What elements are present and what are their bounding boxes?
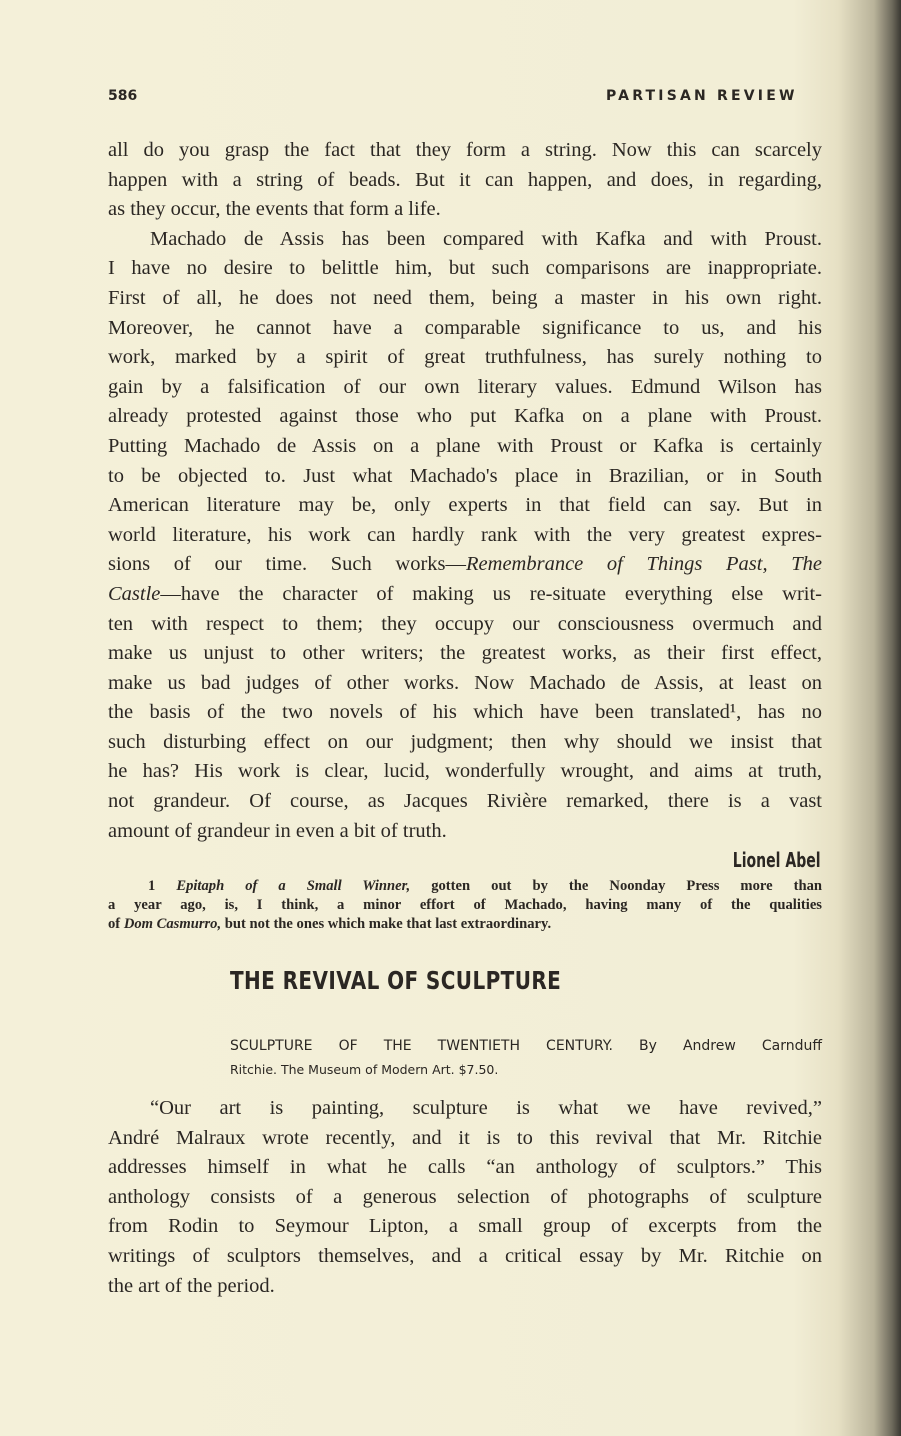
text-span: but not the ones which make that last extraordinary. <box>221 916 552 932</box>
text-line <box>108 284 822 314</box>
text-line <box>108 669 822 699</box>
text-span: all do you grasp the fact that they form a string. Now this can scarcely <box>108 139 822 161</box>
text-span: not grandeur. Of course, as Jacques Rivière remarked, there is a vast <box>108 790 822 813</box>
text-span: such disturbing effect on our judgment; then why should we insist that <box>108 730 822 753</box>
text-span: the art of the period. <box>108 1274 275 1297</box>
text-span: make us bad judges of other works. Now Machado de Assis, at least on <box>108 671 822 694</box>
text-span: he has? His work is clear, lucid, wonderfully wrought, and aims at truth, <box>108 760 822 783</box>
text-line <box>108 698 822 728</box>
text-span: First of all, he does not need them, being a master in his own right. <box>108 286 822 309</box>
text-span: writings of sculptors themselves, and a critical essay by Mr. Ritchie on <box>108 1244 822 1267</box>
italic-text: Castle <box>108 582 161 605</box>
book-citation <box>230 1034 822 1082</box>
text-line <box>108 728 822 758</box>
italic-text: Remembrance of Things Past, The <box>466 553 822 576</box>
text-line <box>108 1153 822 1183</box>
text-span: Moreover, he cannot have a comparable significance to us, and his <box>108 316 822 339</box>
text-span: “Our art is painting, sculpture is what we have revived,” <box>150 1097 822 1119</box>
text-line <box>108 580 822 610</box>
review-body <box>108 1094 822 1301</box>
text-span: anthology consists of a generous selection of photographs of sculpture <box>108 1185 822 1208</box>
text-span: make us unjust to other writers; the greatest works, as their first effect, <box>108 642 822 665</box>
text-span: amount of grandeur in even a bit of truth. <box>108 819 447 842</box>
text-line <box>108 1094 822 1124</box>
footnote <box>108 877 822 934</box>
text-line <box>230 1058 822 1082</box>
author-signature: Lionel Abel <box>733 848 821 872</box>
text-line <box>108 225 822 255</box>
italic-text: Dom Casmurro, <box>123 916 222 932</box>
text-line <box>108 402 822 432</box>
text-span: gotten out by the Noonday Press more than <box>410 878 822 894</box>
text-line <box>108 877 822 896</box>
text-span: to be objected to. Just what Machado's place in Brazilian, or in South <box>108 464 822 487</box>
text-line <box>108 1124 822 1154</box>
text-line <box>108 1242 822 1272</box>
text-line <box>108 757 822 787</box>
text-span: the basis of the two novels of his which have been translated¹, has no <box>108 701 822 724</box>
text-span: of <box>108 916 124 932</box>
text-line <box>108 610 822 640</box>
text-line <box>108 896 822 915</box>
article-body <box>108 136 822 846</box>
text-span: SCULPTURE OF THE TWENTIETH CENTURY. By Andrew Carnduff <box>230 1038 822 1054</box>
text-span: André Malraux wrote recently, and it is to this revival that Mr. Ritchie <box>108 1126 822 1149</box>
text-line <box>108 787 822 817</box>
text-line <box>230 1034 822 1058</box>
text-line <box>108 254 822 284</box>
running-title: PARTISAN REVIEW <box>606 88 798 104</box>
text-span: I have no desire to belittle him, but such comparisons are inappropriate. <box>108 257 822 280</box>
text-span: gain by a falsification of our own literary values. Edmund Wilson has <box>108 375 822 398</box>
text-line <box>108 166 822 196</box>
text-line <box>108 521 822 551</box>
text-span: addresses himself in what he calls “an anthology of sculptors.” This <box>108 1156 822 1179</box>
text-line <box>108 491 822 521</box>
text-span: a year ago, is, I think, a minor effort of Machado, having many of the qualities <box>108 897 822 913</box>
text-line <box>108 195 822 225</box>
text-line <box>108 314 822 344</box>
text-span: American literature may be, only experts in that field can say. But in <box>108 494 822 517</box>
text-span: sions of our time. Such works— <box>108 553 467 576</box>
text-span: Machado de Assis has been compared with Kafka and with Proust. <box>150 227 822 250</box>
italic-text: Epitaph of a Small Winner, <box>176 878 411 894</box>
text-line <box>108 1183 822 1213</box>
text-span: world literature, his work can hardly rank with the very greatest expres- <box>108 523 822 546</box>
text-span: as they occur, the events that form a life. <box>108 198 441 221</box>
text-span: —have the character of making us re-situate everything else writ- <box>160 582 822 605</box>
text-line <box>108 817 822 847</box>
text-line <box>108 1272 822 1302</box>
text-line <box>108 550 822 580</box>
text-line <box>108 915 822 934</box>
text-line <box>108 136 822 166</box>
text-span: Ritchie. The Museum of Modern Art. $7.50. <box>230 1062 499 1077</box>
text-line <box>108 432 822 462</box>
text-line <box>108 373 822 403</box>
text-span: work, marked by a spirit of great truthfulness, has surely nothing to <box>108 346 822 369</box>
text-span: from Rodin to Seymour Lipton, a small group of excerpts from the <box>108 1215 822 1238</box>
text-span: already protested against those who put Kafka on a plane with Proust. <box>108 405 822 428</box>
text-line <box>108 639 822 669</box>
text-span: happen with a string of beads. But it can happen, and does, in regarding, <box>108 168 822 191</box>
text-span: ten with respect to them; they occupy our consciousness overmuch and <box>108 612 822 635</box>
text-span: Putting Machado de Assis on a plane with Proust or Kafka is certainly <box>108 434 822 457</box>
text-span: 1 <box>148 878 177 894</box>
text-line <box>108 462 822 492</box>
section-heading: THE REVIVAL OF SCULPTURE <box>230 966 562 995</box>
text-line <box>108 343 822 373</box>
page-number: 586 <box>108 88 138 104</box>
text-line <box>108 1212 822 1242</box>
